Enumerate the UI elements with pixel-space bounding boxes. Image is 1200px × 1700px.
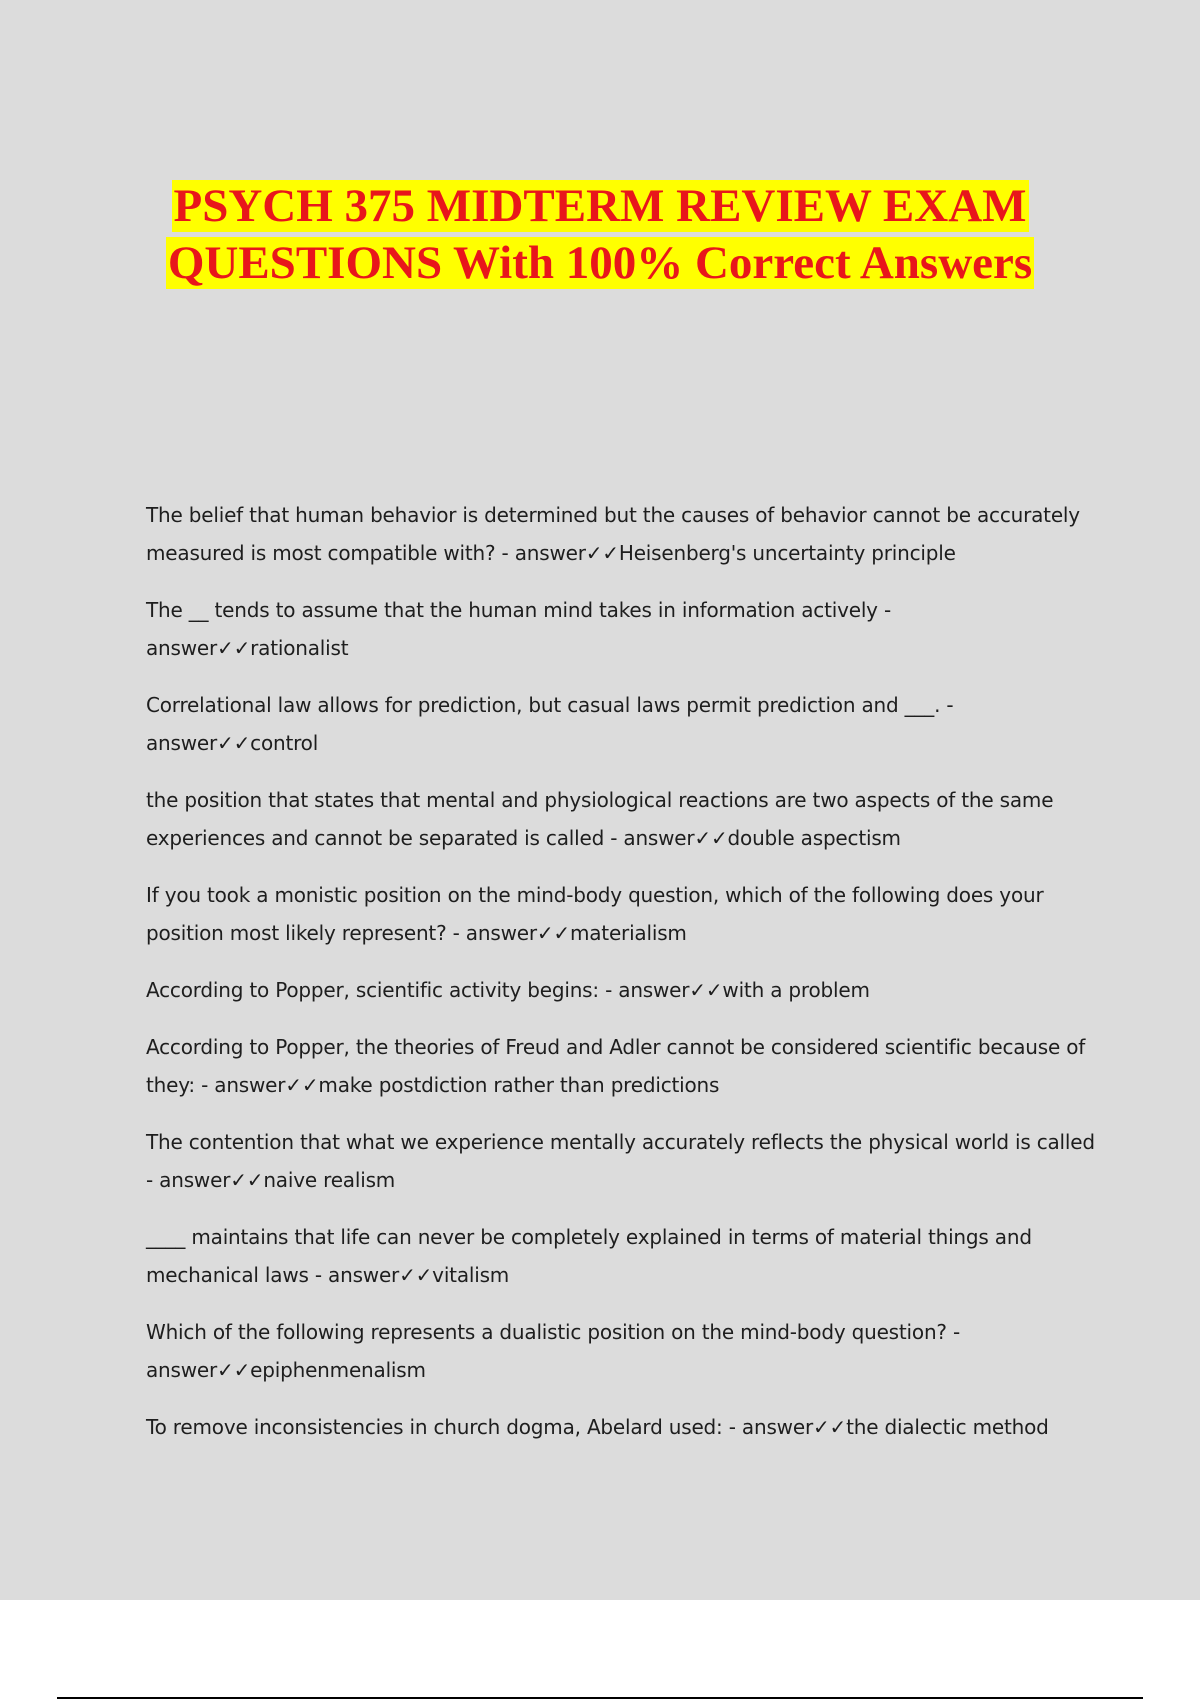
qa-item-7: According to Popper, the theories of Freud and Adler cannot be considered scientific because of they: - answer✓✓make postdiction rather than predictions <box>146 1035 1086 1097</box>
document-title <box>0 178 1200 292</box>
qa-list <box>146 496 1096 1465</box>
qa-item-2: The __ tends to assume that the human mind takes in information actively - answer✓✓rationalist <box>146 598 891 660</box>
qa-item-9: ____ maintains that life can never be completely explained in terms of material things and mechanical laws - answer✓✓vitalism <box>146 1225 1032 1287</box>
qa-item-5: If you took a monistic position on the mind-body question, which of the following does your position most likely represent? - answer✓✓materialism <box>146 883 1044 945</box>
title-line-1: PSYCH 375 MIDTERM REVIEW EXAM <box>173 180 1027 232</box>
title-line-2: QUESTIONS With 100% Correct Answers <box>167 237 1033 289</box>
qa-item-3: Correlational law allows for prediction, but casual laws permit prediction and ___. - answer✓✓control <box>146 693 954 755</box>
qa-item-1: The belief that human behavior is determined but the causes of behavior cannot be accurately measured is most compatible with? - answer✓✓Heisenberg's uncertainty principle <box>146 503 1080 565</box>
qa-item-8: The contention that what we experience mentally accurately reflects the physical world is called - answer✓✓naive realism <box>146 1130 1095 1192</box>
qa-item-11: To remove inconsistencies in church dogma, Abelard used: - answer✓✓the dialectic method <box>146 1415 1049 1439</box>
qa-item-10: Which of the following represents a dualistic position on the mind-body question? - answer✓✓epiphenmenalism <box>146 1320 961 1382</box>
footer-divider <box>57 1697 1143 1699</box>
qa-item-4: the position that states that mental and physiological reactions are two aspects of the same experiences and cannot be separated is called - answer✓✓double aspectism <box>146 788 1054 850</box>
qa-item-6: According to Popper, scientific activity begins: - answer✓✓with a problem <box>146 978 870 1002</box>
